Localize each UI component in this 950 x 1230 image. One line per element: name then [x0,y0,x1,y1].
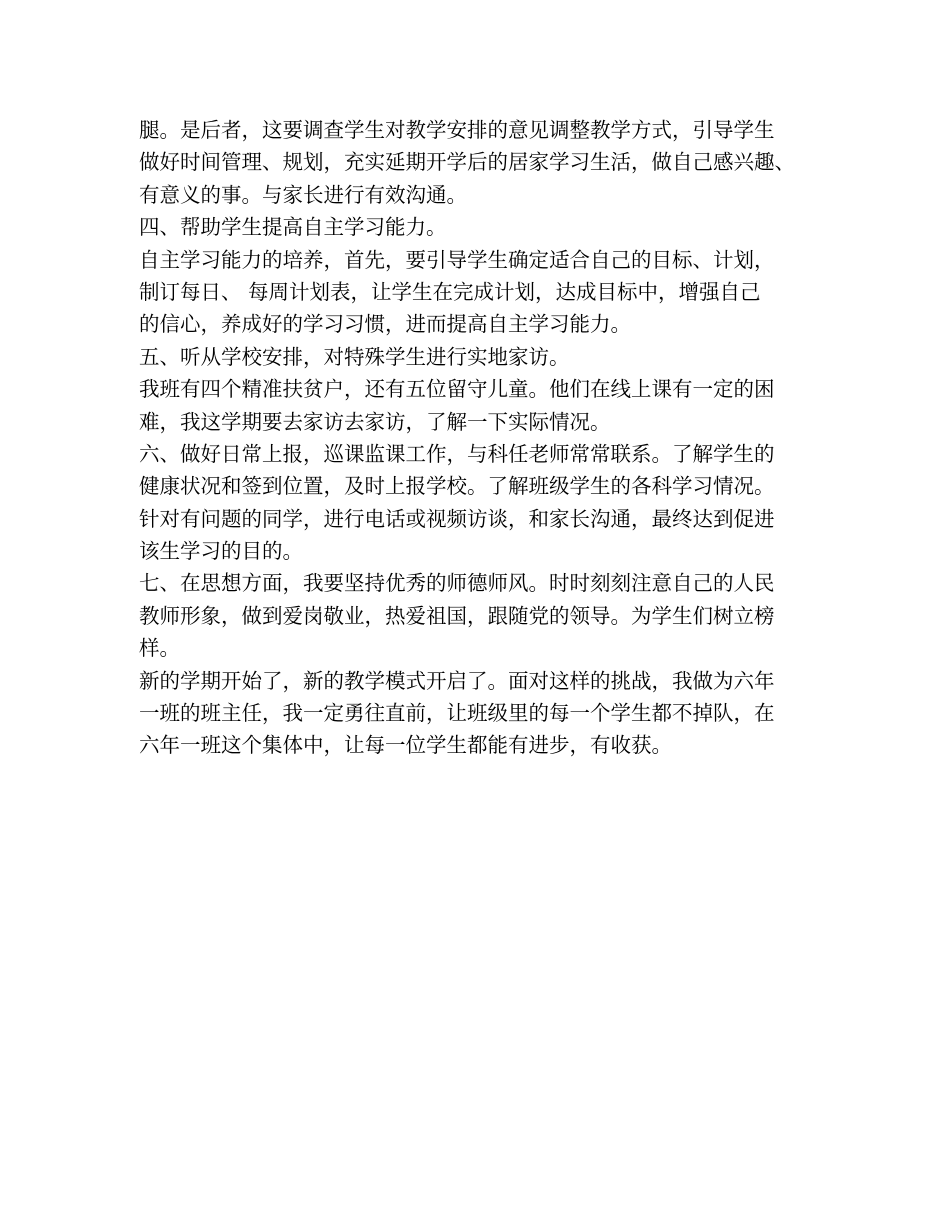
section-heading-7: 七、在思想方面，我要坚持优秀的师德师风。时时刻刻注意自己的人民 [139,571,775,596]
section-heading-6: 六、做好日常上报，巡课监课工作，与科任老师常常联系。了解学生的 [139,441,775,466]
conclusion-line: 一班的班主任，我一定勇往直前，让班级里的每一个学生都不掉队，在 [139,701,775,726]
text-line: 该生学习的目的。 [139,539,303,564]
section-heading-4: 四、帮助学生提高自主学习能力。 [139,215,447,240]
text-line: 做好时间管理、规划，充实延期开学后的居家学习生活，做自己感兴趣、 [139,150,795,175]
document-body [139,114,829,762]
section-heading-5: 五、听从学校安排，对特殊学生进行实地家访。 [139,344,570,369]
conclusion-line: 六年一班这个集体中，让每一位学生都能有进步，有收获。 [139,733,672,758]
text-line: 的信心，养成好的学习习惯，进而提高自主学习能力。 [139,312,631,337]
text-line: 健康状况和签到位置，及时上报学校。了解班级学生的各科学习情况。 [139,474,775,499]
text-line: 腿。是后者，这要调查学生对教学安排的意见调整教学方式，引导学生 [139,118,775,142]
text-line: 针对有问题的同学，进行电话或视频访谈，和家长沟通，最终达到促进 [139,506,775,531]
conclusion-line: 新的学期开始了，新的教学模式开启了。面对这样的挑战，我做为六年 [139,668,775,693]
text-line: 样。 [139,636,180,661]
text-line: 自主学习能力的培养，首先，要引导学生确定适合自己的目标、计划， [139,247,775,272]
text-line: 我班有四个精准扶贫户，还有五位留守儿童。他们在线上课有一定的困 [139,377,775,402]
text-line: 有意义的事。与家长进行有效沟通。 [139,182,467,207]
text-line: 制订每日、 每周计划表，让学生在完成计划，达成目标中，增强自己 [139,279,761,304]
text-line: 教师形象，做到爱岗敬业，热爱祖国，跟随党的领导。为学生们树立榜 [139,603,775,628]
text-line: 难，我这学期要去家访去家访，了解一下实际情况。 [139,409,611,434]
